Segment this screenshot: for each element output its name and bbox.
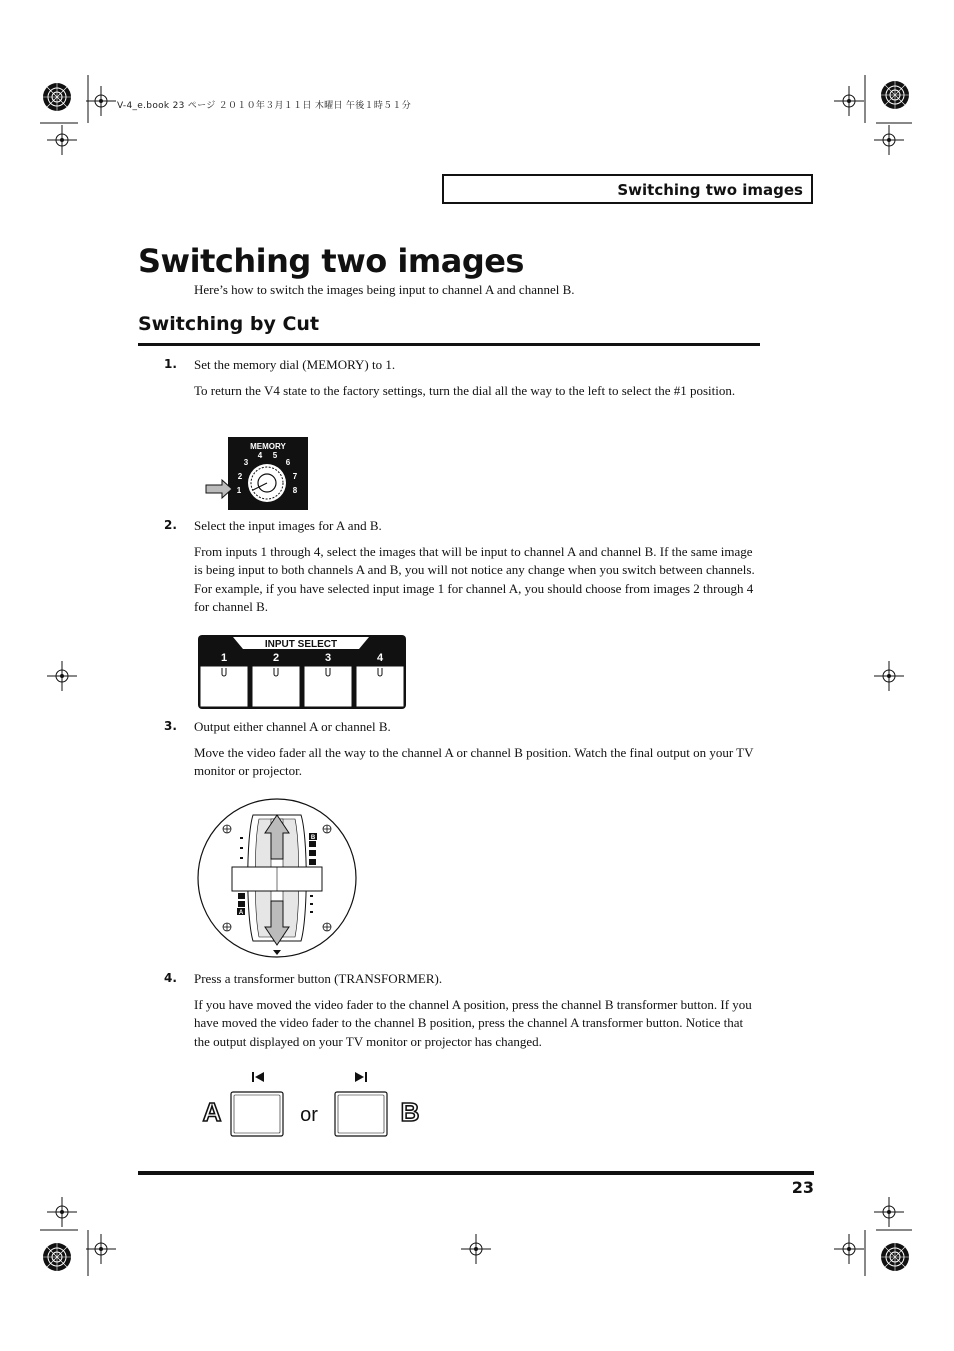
running-header [442, 174, 813, 204]
transformer-label-a: A [202, 1097, 222, 1127]
fader-label-b: B [310, 835, 316, 841]
svg-text:8: 8 [292, 486, 298, 495]
footer-rule [138, 1171, 814, 1175]
print-meta: V-4_e.book 23 ページ ２０１０年３月１１日 木曜日 午後１時５１分 [117, 101, 412, 111]
svg-text:1: 1 [236, 486, 242, 495]
svg-text:6: 6 [285, 458, 291, 467]
step-3-detail: Move the video fader all the way to the channel A or channel B position. Watch the final output on your TV monitor or projector. [194, 745, 754, 779]
page-title: Switching two images [138, 242, 524, 280]
svg-text:7: 7 [292, 472, 298, 481]
section-title: Switching by Cut [138, 313, 320, 335]
step-2-detail: From inputs 1 through 4, select the images that will be input to channel A and channel B. If the same image is being input to both channels A and B, you will not notice any change when you switch between channels. For example, if you have selected input image 1 for channel A, you should choose from images 2 through 4 for channel B. [194, 544, 755, 614]
svg-text:4: 4 [257, 451, 263, 460]
svg-text:3: 3 [243, 458, 249, 467]
intro-text: Here’s how to switch the images being input to channel A and channel B. [194, 282, 575, 297]
svg-text:1: 1 [220, 652, 228, 664]
step-4-number: 4. [164, 971, 177, 985]
input-select-label: INPUT SELECT [264, 639, 338, 650]
memory-label: MEMORY [250, 442, 286, 451]
video-fader-figure [196, 797, 360, 966]
skip-back-icon [252, 1072, 264, 1082]
svg-text:3: 3 [324, 652, 332, 664]
step-2-number: 2. [164, 518, 177, 532]
step-1-number: 1. [164, 357, 177, 371]
svg-text:2: 2 [237, 472, 243, 481]
step-4-text: Press a transformer button (TRANSFORMER). [194, 971, 443, 986]
svg-text:2: 2 [272, 652, 280, 664]
step-3-number: 3. [164, 719, 177, 733]
section-rule [138, 343, 760, 346]
memory-dial-figure [204, 437, 310, 516]
step-1-text: Set the memory dial (MEMORY) to 1. [194, 357, 396, 372]
step-1-detail: To return the V4 state to the factory settings, turn the dial all the way to the left to select the #1 position. [194, 383, 736, 398]
step-2-text: Select the input images for A and B. [194, 518, 382, 533]
step-3-text: Output either channel A or channel B. [194, 719, 391, 734]
input-select-figure [197, 634, 409, 717]
skip-forward-icon [355, 1072, 367, 1082]
page-number: 23 [791, 1178, 814, 1197]
svg-text:5: 5 [272, 451, 278, 460]
transformer-figure [196, 1068, 428, 1145]
svg-text:4: 4 [376, 652, 384, 664]
fader-label-a: A [238, 910, 244, 916]
running-header-title: Switching two images [617, 181, 803, 199]
transformer-or: or [300, 1104, 318, 1126]
step-4-detail: If you have moved the video fader to the channel A position, press the channel B transformer button. If you have moved the video fader to the channel B position, press the channel A transformer button. Notice that the output displayed on your TV monitor or projector has changed. [194, 997, 752, 1049]
transformer-label-b: B [400, 1097, 420, 1127]
